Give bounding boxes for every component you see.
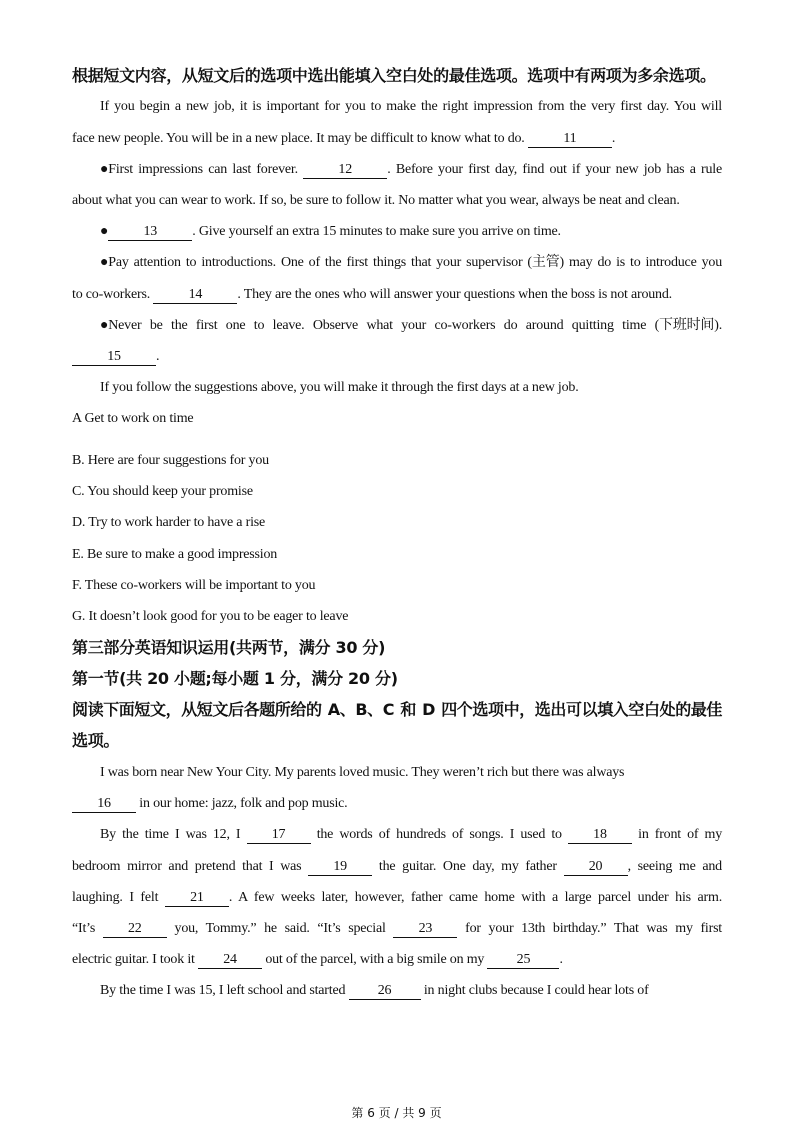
text-segment: F. These co-workers will be important to you xyxy=(72,578,316,593)
text-line xyxy=(72,887,722,909)
answer-blank: 16 xyxy=(72,795,136,813)
line-content xyxy=(72,731,119,750)
text-segment: . A few weeks later, however, father came home with a large parcel under his arm. xyxy=(228,890,722,905)
section-heading xyxy=(72,637,722,659)
text-line xyxy=(72,544,722,566)
answer-blank: 15 xyxy=(72,348,156,366)
answer-blank: 14 xyxy=(153,286,237,304)
section-heading xyxy=(72,668,722,690)
line-content xyxy=(72,952,563,967)
answer-blank: 17 xyxy=(247,826,311,844)
line-content xyxy=(72,515,265,530)
line-content xyxy=(72,411,193,426)
line-content xyxy=(72,193,680,208)
text-line xyxy=(100,315,722,337)
text-line xyxy=(72,575,722,597)
text-segment: B. Here are four suggestions for you xyxy=(72,453,269,468)
line-content xyxy=(72,921,722,936)
text-segment: 阅读下面短文，从短文后各题所给的 A、B、C 和 D 四个选项中，选出可以填入空白处的最佳 xyxy=(72,700,722,719)
text-segment: in front of my xyxy=(631,827,723,842)
page-footer: 第 6 页 / 共 9 页 xyxy=(351,1106,442,1120)
line-content xyxy=(72,609,348,624)
text-line xyxy=(72,512,722,534)
line-content xyxy=(72,638,385,657)
section-heading xyxy=(72,699,722,721)
text-segment: , seeing me and xyxy=(627,859,722,874)
text-line xyxy=(100,762,722,784)
text-line xyxy=(100,159,722,181)
text-segment: the words of hundreds of songs. I used to xyxy=(310,827,568,842)
text-segment: A Get to work on time xyxy=(72,411,194,426)
text-segment: the guitar. One day, my father xyxy=(372,859,564,874)
text-segment: C. You should keep your promise xyxy=(72,484,253,499)
line-content xyxy=(72,66,716,85)
text-line xyxy=(100,96,722,118)
text-segment: . xyxy=(156,349,160,364)
section-heading xyxy=(72,730,722,752)
text-line xyxy=(72,284,722,306)
line-content xyxy=(100,983,649,998)
text-line xyxy=(72,346,722,368)
text-segment: 第三部分英语知识运用(共两节，满分 30 分) xyxy=(72,638,386,657)
text-segment: If you begin a new job, it is important for you to make the right impression from the very first day. You will xyxy=(100,99,722,114)
text-segment: laughing. I felt xyxy=(72,890,165,905)
text-segment: . Before your first day, find out if your new job has a rule xyxy=(387,162,722,177)
text-segment: D. Try to work harder to have a rise xyxy=(72,515,266,530)
text-line xyxy=(72,190,722,212)
answer-blank: 21 xyxy=(165,889,229,907)
line-content xyxy=(100,318,722,333)
line-content xyxy=(100,255,722,270)
text-segment: . They are the ones who will answer your questions when the boss is not around. xyxy=(237,287,672,302)
line-content xyxy=(72,453,269,468)
answer-blank: 11 xyxy=(528,130,612,148)
line-content xyxy=(72,547,277,562)
line-content xyxy=(100,827,722,842)
text-segment: ●Never be the first one to leave. Observe what your co-workers do around quitting time (下班时间). xyxy=(100,318,722,333)
section-heading xyxy=(72,65,722,87)
line-content xyxy=(100,765,624,780)
text-segment: If you follow the suggestions above, you will make it through the first days at a new job. xyxy=(100,380,579,395)
text-line xyxy=(72,918,722,940)
answer-blank: 23 xyxy=(393,920,457,938)
text-segment: 选项。 xyxy=(72,731,120,750)
text-line xyxy=(72,949,722,971)
text-segment: about what you can wear to work. If so, be sure to follow it. No matter what you wear, always be neat and clean. xyxy=(72,193,680,208)
line-content xyxy=(100,162,722,177)
text-segment: for your 13th birthday.” That was my first xyxy=(457,921,723,936)
answer-blank: 12 xyxy=(303,161,387,179)
line-content xyxy=(100,380,579,395)
text-segment: 根据短文内容，从短文后的选项中选出能填入空白处的最佳选项。选项中有两项为多余选项。 xyxy=(72,66,716,85)
text-segment: G. It doesn’t look good for you to be eager to leave xyxy=(72,609,349,624)
text-segment: “It’s xyxy=(72,921,103,936)
line-content xyxy=(72,578,315,593)
line-content xyxy=(72,796,347,811)
text-line xyxy=(72,408,722,430)
text-line xyxy=(72,793,722,815)
text-segment: ● xyxy=(100,224,109,239)
text-segment: . Give yourself an extra 15 minutes to make sure you arrive on time. xyxy=(192,224,561,239)
text-segment: I was born near New Your City. My parents loved music. They weren’t rich but there was always xyxy=(100,765,625,780)
text-segment: bedroom mirror and pretend that I was xyxy=(72,859,309,874)
text-segment: E. Be sure to make a good impression xyxy=(72,547,278,562)
text-segment: . xyxy=(559,952,563,967)
text-line xyxy=(72,856,722,878)
text-line xyxy=(72,450,722,472)
answer-blank: 13 xyxy=(108,223,192,241)
line-content xyxy=(72,890,722,905)
text-line xyxy=(100,824,722,846)
text-segment: ●Pay attention to introductions. One of the first things that your supervisor (主管) may do is to introduce you xyxy=(100,255,722,270)
answer-blank: 22 xyxy=(103,920,167,938)
answer-blank: 20 xyxy=(564,858,628,876)
answer-blank: 25 xyxy=(487,951,559,969)
text-line xyxy=(100,252,722,274)
text-segment: ●First impressions can last forever. xyxy=(100,162,304,177)
answer-blank: 24 xyxy=(198,951,262,969)
text-segment: in night clubs because I could hear lots of xyxy=(420,983,649,998)
line-content xyxy=(72,700,722,719)
text-segment: out of the parcel, with a big smile on my xyxy=(262,952,488,967)
text-segment: . xyxy=(611,131,616,146)
text-line xyxy=(72,481,722,503)
line-content xyxy=(100,224,561,239)
text-line xyxy=(72,128,722,150)
line-content xyxy=(72,287,672,302)
answer-blank: 26 xyxy=(349,982,421,1000)
text-line xyxy=(100,221,722,243)
text-segment: in our home: jazz, folk and pop music. xyxy=(136,796,348,811)
text-line xyxy=(100,980,722,1002)
text-segment: By the time I was 15, I left school and started xyxy=(100,983,349,998)
text-segment: electric guitar. I took it xyxy=(72,952,199,967)
line-content xyxy=(100,99,722,114)
answer-blank: 19 xyxy=(308,858,372,876)
text-segment: face new people. You will be in a new place. It may be difficult to know what to do. xyxy=(72,131,528,146)
text-line xyxy=(100,377,722,399)
line-content xyxy=(72,484,253,499)
text-line xyxy=(72,606,722,628)
text-segment: 第一节(共 20 小题;每小题 1 分，满分 20 分) xyxy=(72,669,398,688)
line-content xyxy=(72,349,159,364)
line-content xyxy=(72,859,722,874)
line-content xyxy=(72,669,398,688)
text-segment: By the time I was 12, I xyxy=(100,827,247,842)
text-segment: to co-workers. xyxy=(72,287,154,302)
line-content xyxy=(72,131,615,146)
answer-blank: 18 xyxy=(568,826,632,844)
text-segment: you, Tommy.” he said. “It’s special xyxy=(166,921,394,936)
